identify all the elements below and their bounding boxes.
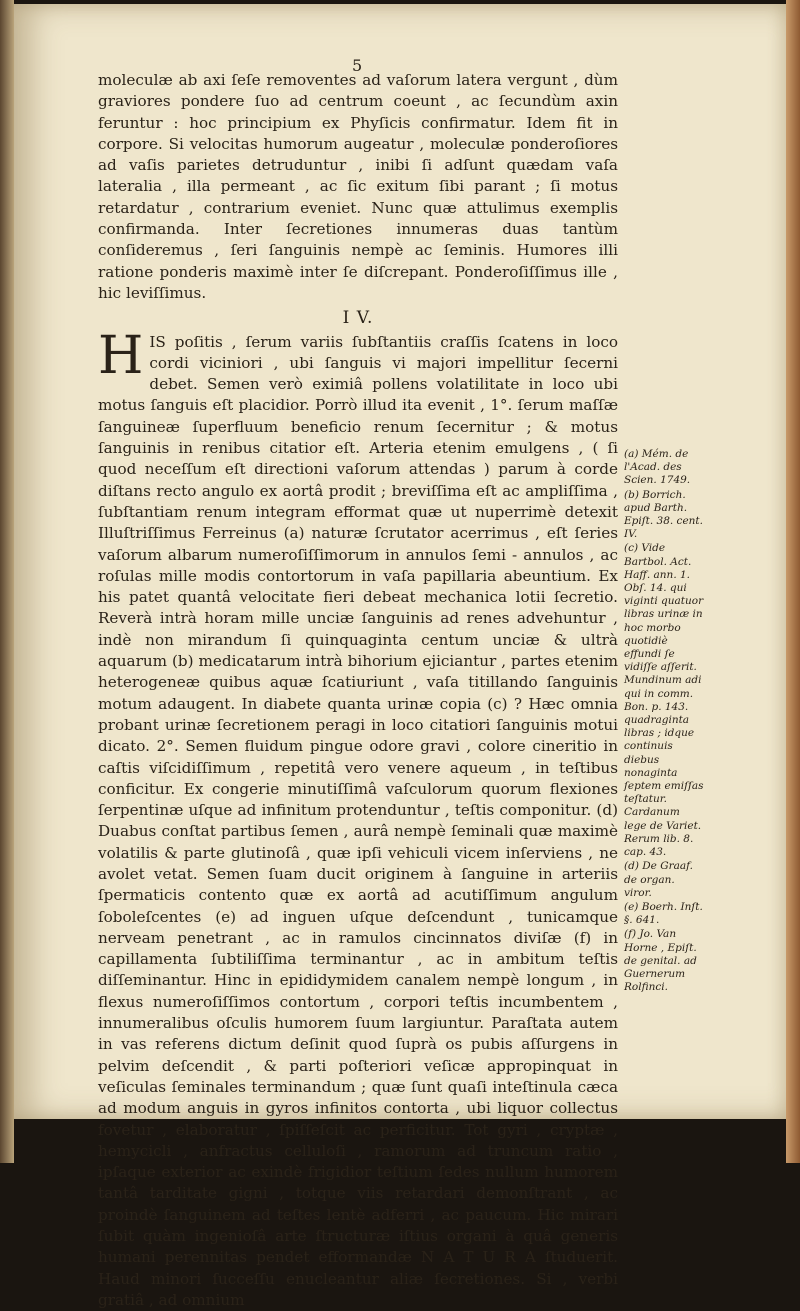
main-text bbox=[98, 70, 618, 1311]
marginal-notes bbox=[624, 448, 704, 995]
book-gutter bbox=[0, 0, 14, 1163]
book-edge bbox=[786, 0, 800, 1163]
sidenote-a: (a) Mém. de l'Acad. des Scien. 1749. bbox=[624, 448, 691, 487]
sidenote-b: (b) Borrich. apud Barth. Epiſt. 38. cent. IV. bbox=[624, 488, 703, 541]
sidenote-c: (c) Vide Bartbol. Act. Haff. ann. 1. Obſ. 14. qui viginti quatuor libras urinæ in hoc morbo quotidiè effundi ſe vidiſſe aſſerit. Mundinum adi qui in comm. Bon. p. 143. quadraginta libras ; idque continuis diebus nonaginta ſeptem emiſſas teſtatur. Cardanum lege de Variet. Rerum lib. 8. cap. 43. bbox=[624, 542, 704, 859]
sidenote-f: (f) Jo. Van Horne , Epiſt. de genital. ad Guernerum Rolfinci. bbox=[624, 928, 697, 994]
section-heading: I V. bbox=[342, 308, 374, 329]
page-number: 5 bbox=[352, 56, 363, 75]
sidenote-d: (d) De Graaf. de organ. viror. bbox=[624, 860, 693, 899]
drop-cap: H bbox=[98, 325, 144, 386]
paragraph-1: moleculæ ab axi ſeſe removentes ad vaſorum latera vergunt , dùm graviores pondere ſuo ad centrum coeunt , ac ſecundùm axin feruntur : hoc principium ex Phyſicis confirmatur. Idem fit in corpore. Si velocitas humorum augeatur , moleculæ ponderoſiores ad vaſis parietes detruduntur , inibi ſi adſunt quædam vaſa lateralia , illa permeant , ac ſic exitum ſibi parant ; ſi motus retardatur , contrarium eveniet. Nunc quæ attulimus exemplis confirmanda. Inter ſecretiones innumeras duas tantùm conſideremus , ſeri ſanguinis nempè ac ſeminis. Humores illi ratione ponderis maximè inter ſe diſcrepant. Ponderoſiſſimus ille , hic leviſſimus. bbox=[98, 71, 618, 302]
paragraph-2 bbox=[98, 325, 618, 1311]
sidenote-e: (e) Boerh. Inſt. §. 641. bbox=[624, 900, 703, 927]
paragraph-2-text: IS poſitis , ſerum variis ſubſtantiis craſſis ſcatens in loco cordi viciniori , ubi ſanguis vi majori impellitur ſecerni debet. Semen verò eximiâ pollens volatilitate in loco ubi motus ſanguis eſt placidior. Porrò illud ita evenit , 1°. ſerum maſſæ ſanguineæ ſuperfluum beneficio renum ſecernitur ; & motus ſanguinis in renibus citatior eſt. Arteria etenim emulgens , ( ſi quod neceſſum eſt directioni vaſorum attendas ) parum à corde diſtans recto angulo ex aortâ prodit ; breviſſima eſt ac ampliſſima , ſubſtantiam renum integram efformat quæ ut nuperrimè detexit Illuſtriſſimus Ferreinus (a) naturæ ſcrutator acerrimus , eſt ſeries vaſorum albarum numeroſiſſimorum in annulos ſemi - annulos , ac roſulas mille modis contortorum in vaſa papillaria abeuntium. Ex his patet quantâ velocitate fieri debeat mechanica lotii ſecretio. Reverà intrà horam mille unciæ ſanguinis ad renes advehuntur , indè non mirandum ſi quinquaginta centum unciæ & ultrà aquarum (b) medicatarum intrà bihorium ejiciantur , partes etenim heterogeneæ quibus aquæ ſcatiuriunt , vaſa titillando ſanguinis motum adaugent. In diabete quanta urinæ copia (c) ? Hæc omnia probant urinæ ſecretionem peragi in loco citatiori ſanguinis motui dicato. 2°. Semen fluidum pingue odore gravi , colore cineritio in caſtis viſcidiſſimum , repetitâ vero venere aqueum , in teſtibus conficitur. Ex congerie minutiſſimâ vaſculorum quorum flexiones ſerpentinæ uſque ad infinitum protenduntur , teſtis componitur. (d) Duabus conſtat partibus ſemen , aurâ nempè ſeminali quæ maximè volatilis & parte glutinoſâ , quæ ipſi vehiculi vicem inſerviens , ne avolet vetat. Semen ſuam ducit originem à ſanguine in arteriis ſpermaticis contento quæ ex aortâ ad acutiſſimum angulum ſoboleſcentes (e) ad inguen uſque deſcendunt , tunicamque nerveam penetrant , ac in ramulos cincinnatos diviſæ (f) in capillamenta ſubtiliſſima terminantur , ac in ambitum teſtis diſſeminantur. Hinc in epididymidem canalem nempè longum , in flexus numeroſiſſimos contortum , corpori teſtis incumbentem , innumeralibus oſculis humorem ſuum largiuntur. Paraſtata autem in vas referens dictum deſinit quod ſuprà os pubis aſſurgens in pelvim deſcendit , & parti poſteriori veſicæ appropinquat in veſiculas ſeminales terminandum ; quæ ſunt quaſi inteſtinula cæca ad modum anguis in gyros infinitos contorta , ubi liquor collectus fovetur , elaboratur , ſpiſſeſcit ac perficitur. Tot gyri , cryptæ , hemycicli , anfractus celluloſi , ramorum ad truncum ratio , ipſaque exterior ac exindè frigidior teſtium ſedes nullum humorem tantâ tarditate gigni , totque viis retardari demonſtrant , ac proindè ſanguinem ad teſtes lentè adferri , ac paucum. Hic mirari ſubit quàm ingenioſâ arte ſtructuræ iſtius organi à quâ generis humani perennitas pendet efformandæ N A T U R A ſtuduerit. Haud minori ſucceſſu enucleantur aliæ ſecretiones. Si , verbi gratiâ , ad omnium bbox=[98, 332, 618, 1309]
